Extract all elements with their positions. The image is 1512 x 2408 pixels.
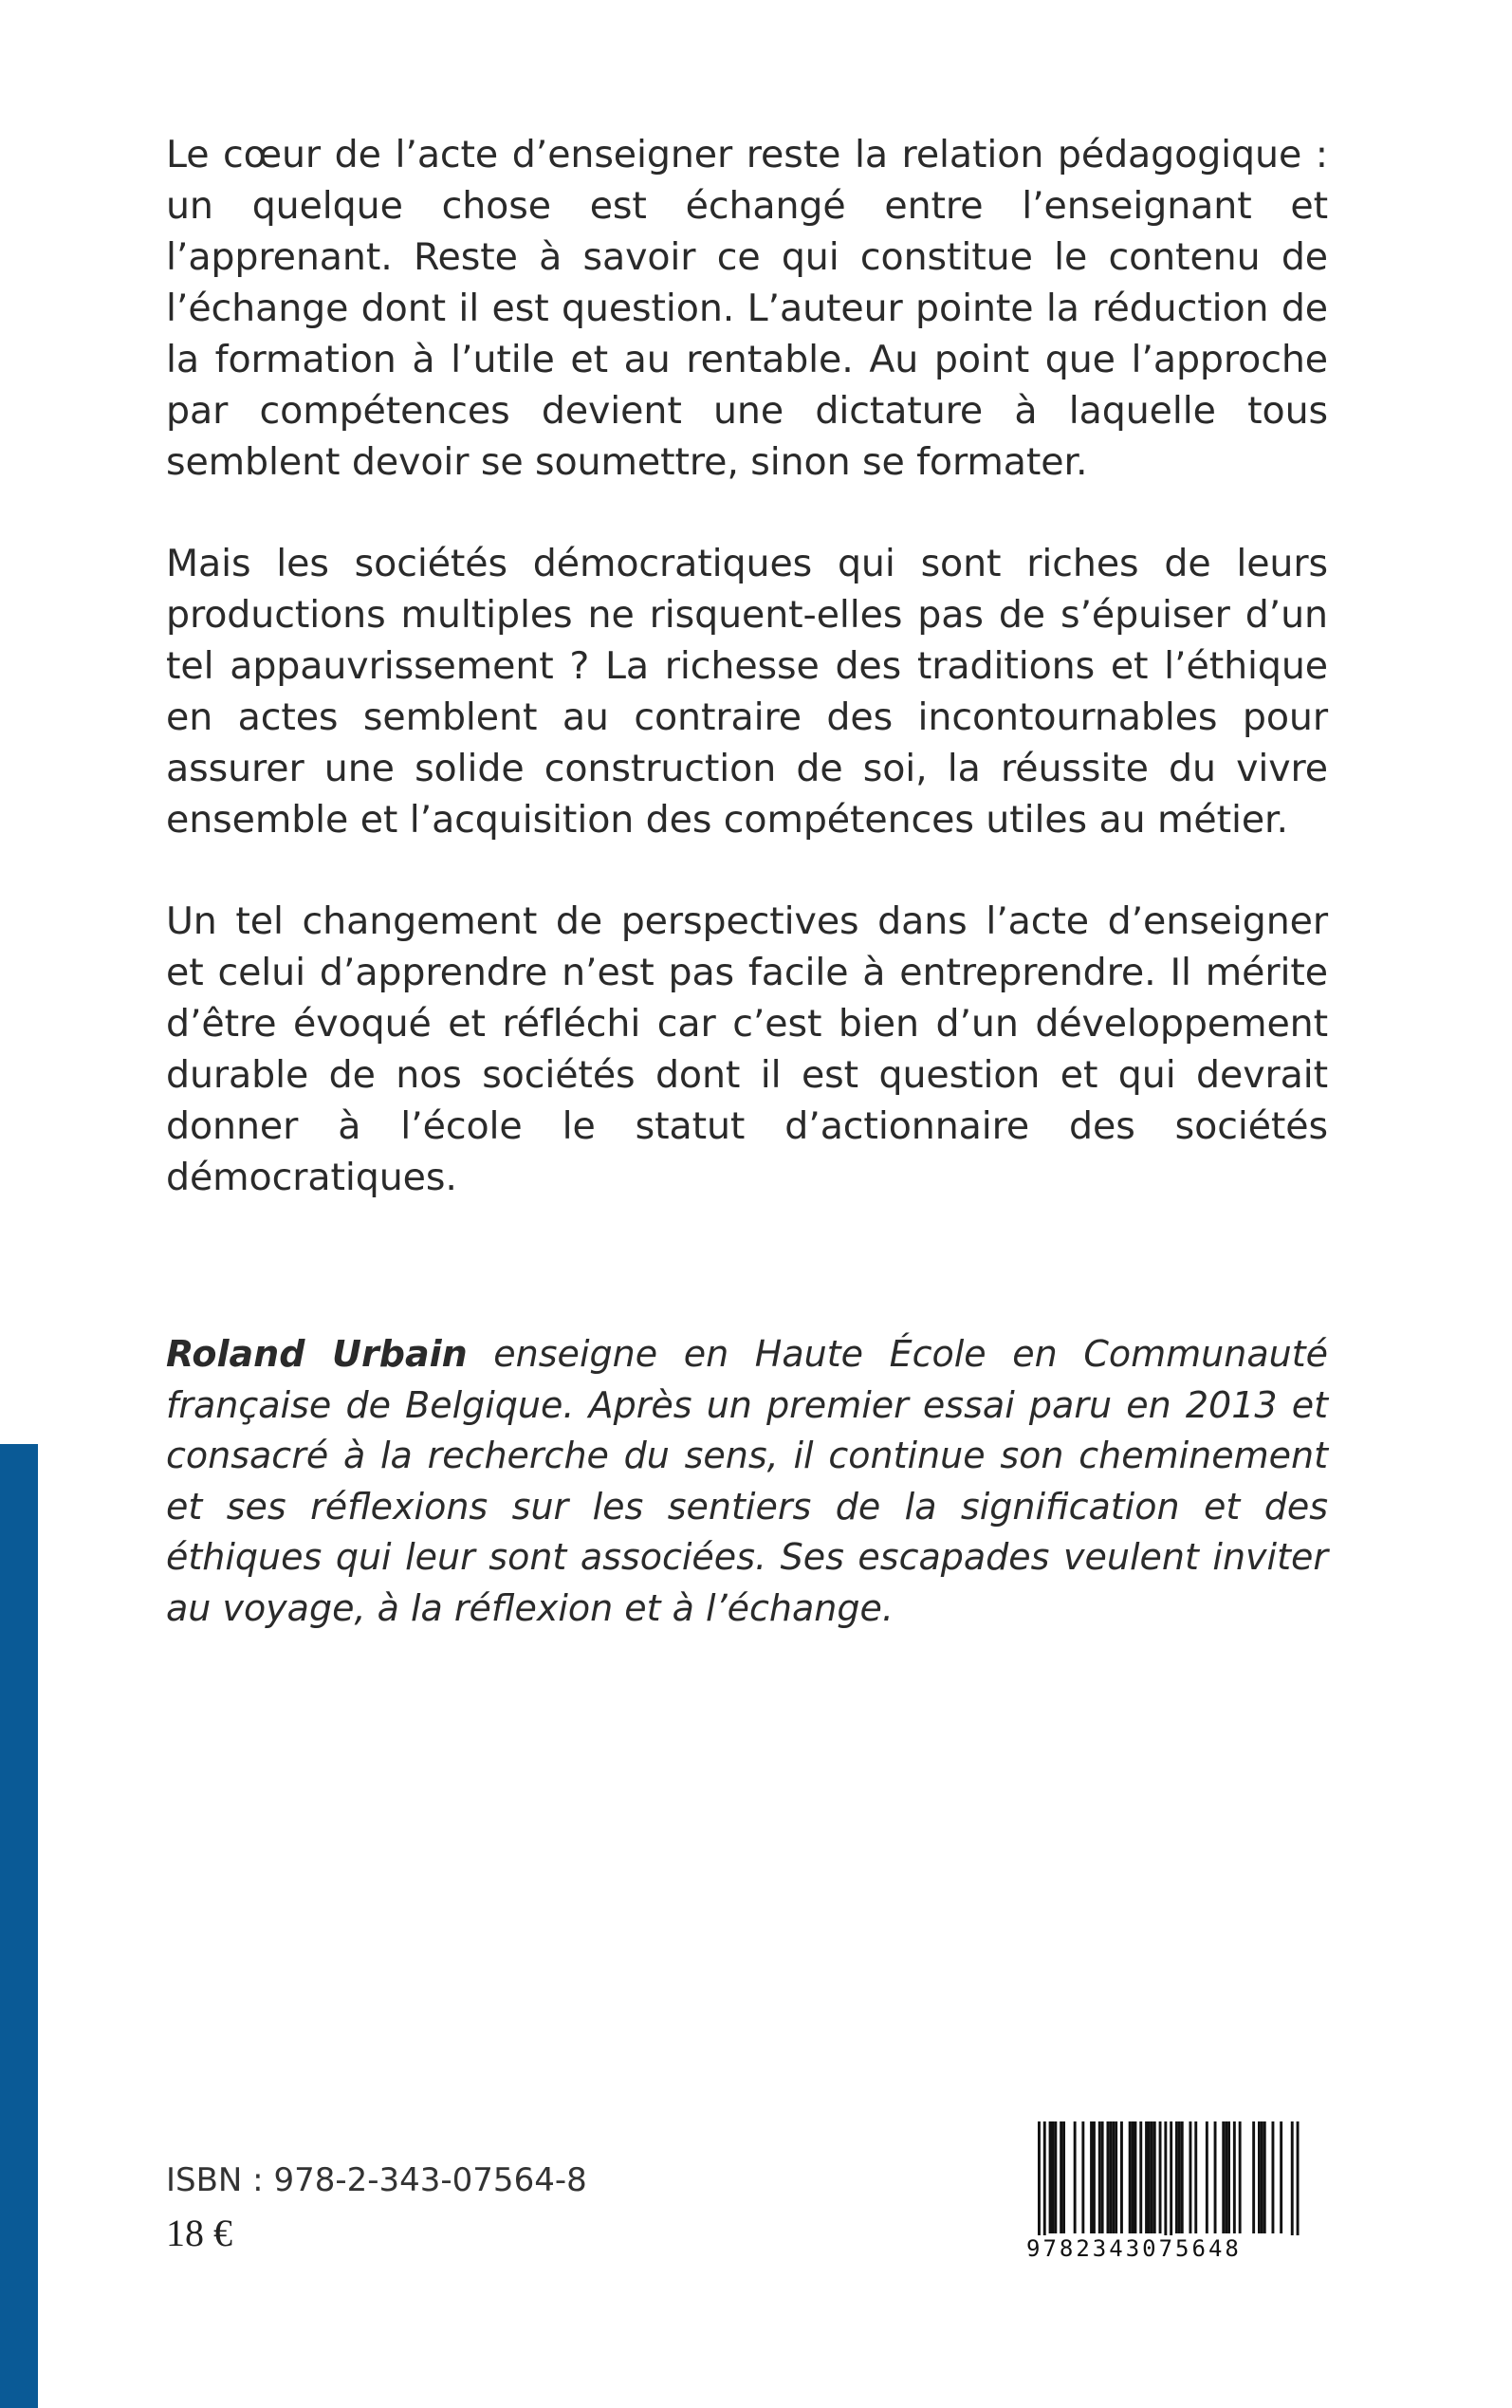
barcode-bar [1093,2121,1096,2233]
barcode-bar [1107,2121,1110,2233]
barcode-bar [1153,2121,1156,2233]
barcode-bar [1081,2121,1084,2233]
side-color-bar [0,1444,38,2408]
isbn-label: ISBN : 978-2-343-07564-8 [166,2161,587,2199]
barcode-bar [1291,2121,1294,2245]
barcode-bar [1043,2121,1046,2245]
barcode-bar [1225,2121,1227,2233]
barcode-bar [1159,2121,1162,2233]
barcode-bar [1134,2121,1137,2233]
barcode-bar [1038,2121,1041,2245]
barcode-bar [1178,2121,1181,2233]
barcode-bar [1175,2121,1178,2233]
barcode-bar [1280,2121,1282,2233]
barcode-bar [1189,2121,1192,2233]
barcode-bar [1297,2121,1300,2245]
summary-paragraph-2: Mais les sociétés démocratiques qui sont riches de leurs productions multiples ne risquent-elles pas de s’épuiser d’un tel appauvrissement ? La richesse des traditions et l’éthique en actes semblent au contraire des incontournables pour assurer une solide construction de soi, la réussite du vivre ensemble et l’acquisition des compétences utiles au métier. [166,542,1328,842]
barcode-bar [1054,2121,1057,2233]
barcode-bar [1206,2121,1208,2233]
barcode-bar [1090,2121,1093,2233]
price-label: 18 € [166,2212,232,2254]
barcode-bar [1227,2121,1230,2233]
back-cover-text [166,129,1328,1670]
barcode-bar [1170,2121,1172,2245]
barcode-bar [1148,2121,1151,2233]
barcode-bar [1239,2121,1242,2233]
barcode-bar [1194,2121,1197,2233]
barcode-bar [1139,2121,1142,2233]
barcode-bar [1060,2121,1062,2233]
author-name: Roland Urbain [166,1333,468,1375]
barcode-bar [1263,2121,1266,2233]
barcode-bar [1098,2121,1101,2233]
barcode-bar [1120,2121,1123,2233]
barcode-bar [1052,2121,1055,2233]
barcode-bar [1233,2121,1236,2233]
barcode-bar [1109,2121,1112,2233]
barcode-bar [1132,2121,1134,2233]
barcode-bar [1074,2121,1077,2233]
barcode-bar [1181,2121,1184,2233]
barcode-bar [1164,2121,1167,2245]
barcode-bar [1222,2121,1225,2233]
barcode-bar [1214,2121,1217,2233]
author-bio [166,1329,1328,1634]
summary-paragraph-1: Le cœur de l’acte d’enseigner reste la relation pédagogique : un quelque chose est échangé entre l’enseignant et l’apprenant. Reste à savoir ce qui constitue le contenu de l’échange dont il est question. L’auteur pointe la réduction de la formation à l’utile et au rentable. Au point que l’approche par compétences devient une dictature à laquelle tous semblent devoir se soumettre, sinon se formater. [166,133,1328,484]
summary-paragraph-3: Un tel changement de perspectives dans l’acte d’enseigner et celui d’apprendre n’est pas facile à entreprendre. Il mérite d’être évoqué et réfléchi car c’est bien d’un développement durable de nos sociétés dont il est question et qui devrait donner à l’école le statut d’actionnaire des sociétés démocratiques. [166,899,1328,1199]
barcode-bar [1129,2121,1132,2233]
barcode-bar [1261,2121,1263,2233]
barcode-bar [1062,2121,1065,2233]
barcode-bar [1112,2121,1115,2233]
barcode-bar [1151,2121,1153,2233]
barcode-bar [1101,2121,1104,2233]
barcode-bar [1145,2121,1148,2233]
barcode-bar [1049,2121,1052,2233]
barcode-digits: 9782343075648 [1024,2235,1316,2262]
barcode-bar [1115,2121,1117,2233]
barcode [1024,2114,1314,2275]
barcode-bar [1258,2121,1261,2233]
barcode-bar [1252,2121,1255,2233]
barcode-bar [1272,2121,1275,2233]
author-bio-text: enseigne en Haute École en Communauté française de Belgique. Après un premier essai paru en 2013 et consacré à la recherche du sens, il continue son cheminement et ses réflexions sur les sentiers de la signification et des éthiques qui leur sont associées. Ses escapades veulent inviter au voyage, à la réflexion et à l’échange. [166,1333,1328,1629]
